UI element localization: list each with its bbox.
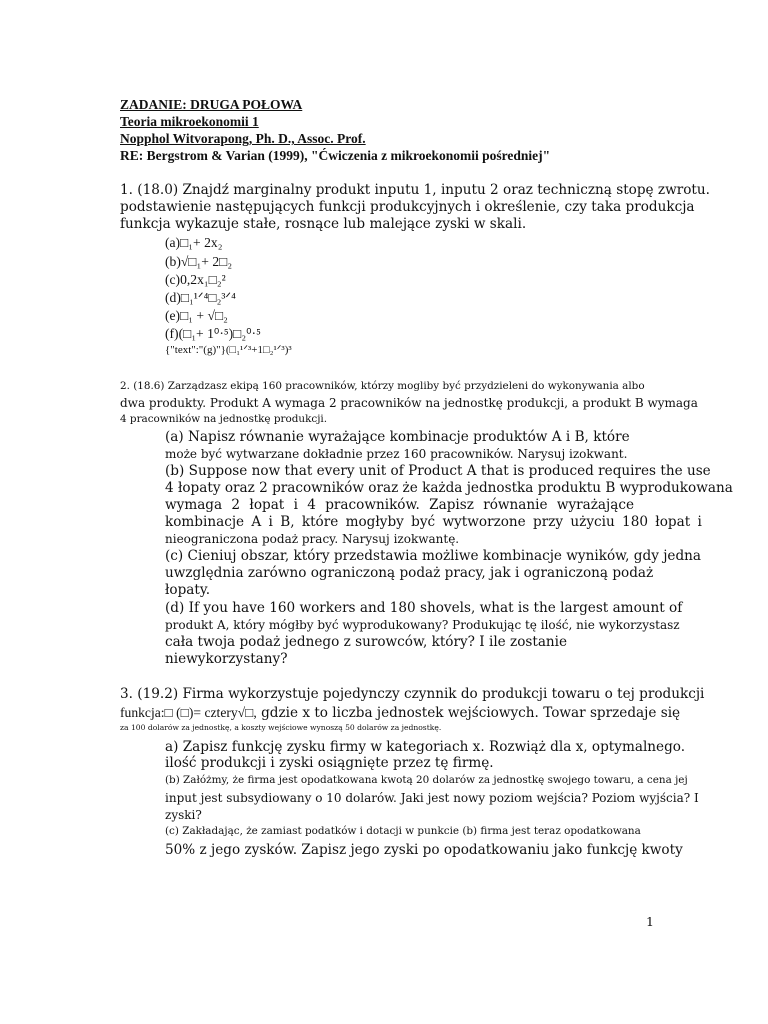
q1-line-2: podstawienie następujących funkcji produkcyjnych i określenie, czy taka produkcja (120, 199, 695, 215)
q1-item-d: (d)□₁¹ᐟ⁴□₂³ᐟ⁴ (165, 290, 236, 305)
q1-item-a: (a)□₁+ 2x₂ (165, 235, 223, 250)
q3-a-line-2: ilość produkcji i zyski osiągnięte przez tę firmę. (165, 755, 494, 771)
q1-line-3: funkcja wykazuje stałe, rosnące lub malejące zyski w skali. (120, 216, 527, 232)
q3-line-2 (120, 706, 680, 721)
q2-c-line-1: (c) Cieniuj obszar, który przedstawia możliwe kombinacje wyników, gdy jedna (165, 548, 702, 564)
course-name: Teoria mikroekonomii 1 (120, 114, 259, 129)
q2-b-line-4: kombinacje A i B, które mogłyby być wytworzone przy użyciu 180 łopat i (165, 514, 702, 530)
page-number: 1 (646, 914, 654, 929)
q1-item-f: (f)(□₁+ 1⁰·⁵)□₂⁰·⁵ (165, 326, 261, 341)
q1-item-g: {"text":"(g)"}(□₁¹ᐟ³+1□₂¹ᐟ³)³ (165, 344, 292, 356)
assignment-title: ZADANIE: DRUGA POŁOWA (120, 97, 303, 112)
q1-line-1: 1. (18.0) Znajdź marginalny produkt inputu 1, inputu 2 oraz techniczną stopę zwrotu. (120, 182, 710, 198)
q3-line-3: za 100 dolarów za jednostkę, a koszty wejściowe wynoszą 50 dolarów za jednostkę. (120, 723, 442, 732)
author-name: Nopphol Witvorapong, Ph. D., Assoc. Prof. (120, 131, 366, 146)
q2-d-line-1: (d) If you have 160 workers and 180 shovels, what is the largest amount of (165, 600, 683, 616)
q2-b-line-3: wymaga 2 łopat i 4 pracowników. Zapisz równanie wyrażające (165, 497, 635, 513)
q3-b-line-2: input jest subsydiowany o 10 dolarów. Jaki jest nowy poziom wejścia? Poziom wyjścia? I (165, 791, 699, 805)
q3-line-2-text: gdzie x to liczba jednostek wejściowych. Towar sprzedaje się (256, 705, 681, 721)
q3-b-line-3: zyski? (165, 808, 202, 822)
q2-line-2: dwa produkty. Produkt A wymaga 2 pracowników na jednostkę produkcji, a produkt B wymaga (120, 396, 698, 410)
q2-d-line-3: cała twoja podaż jednego z surowców, który? I ile zostanie (165, 634, 568, 650)
q2-a-line-2: może być wytwarzane dokładnie przez 160 pracowników. Narysuj izokwant. (165, 447, 628, 461)
q3-a-line-1: a) Zapisz funkcję zysku firmy w kategoriach x. Rozwiąż dla x, optymalnego. (165, 739, 686, 755)
q2-b-line-2: 4 łopaty oraz 2 pracowników oraz że każda jednostka produktu B wyprodukowana (165, 480, 733, 496)
q1-item-e: (e)□₁ + √□₂ (165, 308, 228, 323)
q2-c-line-3: łopaty. (165, 582, 211, 598)
reference-line: RE: Bergstrom & Varian (1999), "Ćwiczenia z mikroekonomii pośredniej" (120, 148, 551, 163)
q3-production-function: funkcja:□ (□)= cztery√□, (120, 705, 257, 720)
q2-d-line-2: produkt A, który mógłby być wyprodukowany? Produkując tę ilość, nie wykorzystasz (165, 618, 680, 632)
q3-c-line-2: 50% z jego zysków. Zapisz jego zyski po opodatkowaniu jako funkcję kwoty (165, 842, 683, 858)
q3-c-line-1: (c) Zakładając, że zamiast podatków i dotacji w punkcie (b) firma jest teraz opodatkowana (165, 825, 641, 837)
q1-item-b: (b)√□₁+ 2□₂ (165, 254, 233, 269)
q2-d-line-4: niewykorzystany? (165, 651, 288, 667)
q3-line-1: 3. (19.2) Firma wykorzystuje pojedynczy czynnik do produkcji towaru o tej produkcji (120, 686, 705, 702)
q3-b-line-1: (b) Załóżmy, że firma jest opodatkowana kwotą 20 dolarów za jednostkę swojego towaru, a cena jej (165, 774, 688, 786)
q2-line-1: 2. (18.6) Zarządzasz ekipą 160 pracowników, którzy mogliby być przydzieleni do wykonywania albo (120, 380, 645, 392)
q2-b-line-1: (b) Suppose now that every unit of Product A that is produced requires the use (165, 463, 711, 479)
q1-item-c: (c)0,2x₁□₂² (165, 272, 226, 287)
q2-a-line-1: (a) Napisz równanie wyrażające kombinacje produktów A i B, które (165, 429, 630, 445)
q2-line-3: 4 pracowników na jednostkę produkcji. (120, 413, 328, 425)
q2-b-line-5: nieograniczona podaż pracy. Narysuj izokwantę. (165, 532, 460, 546)
q2-c-line-2: uwzględnia zarówno ograniczoną podaż pracy, jak i ograniczoną podaż (165, 565, 654, 581)
